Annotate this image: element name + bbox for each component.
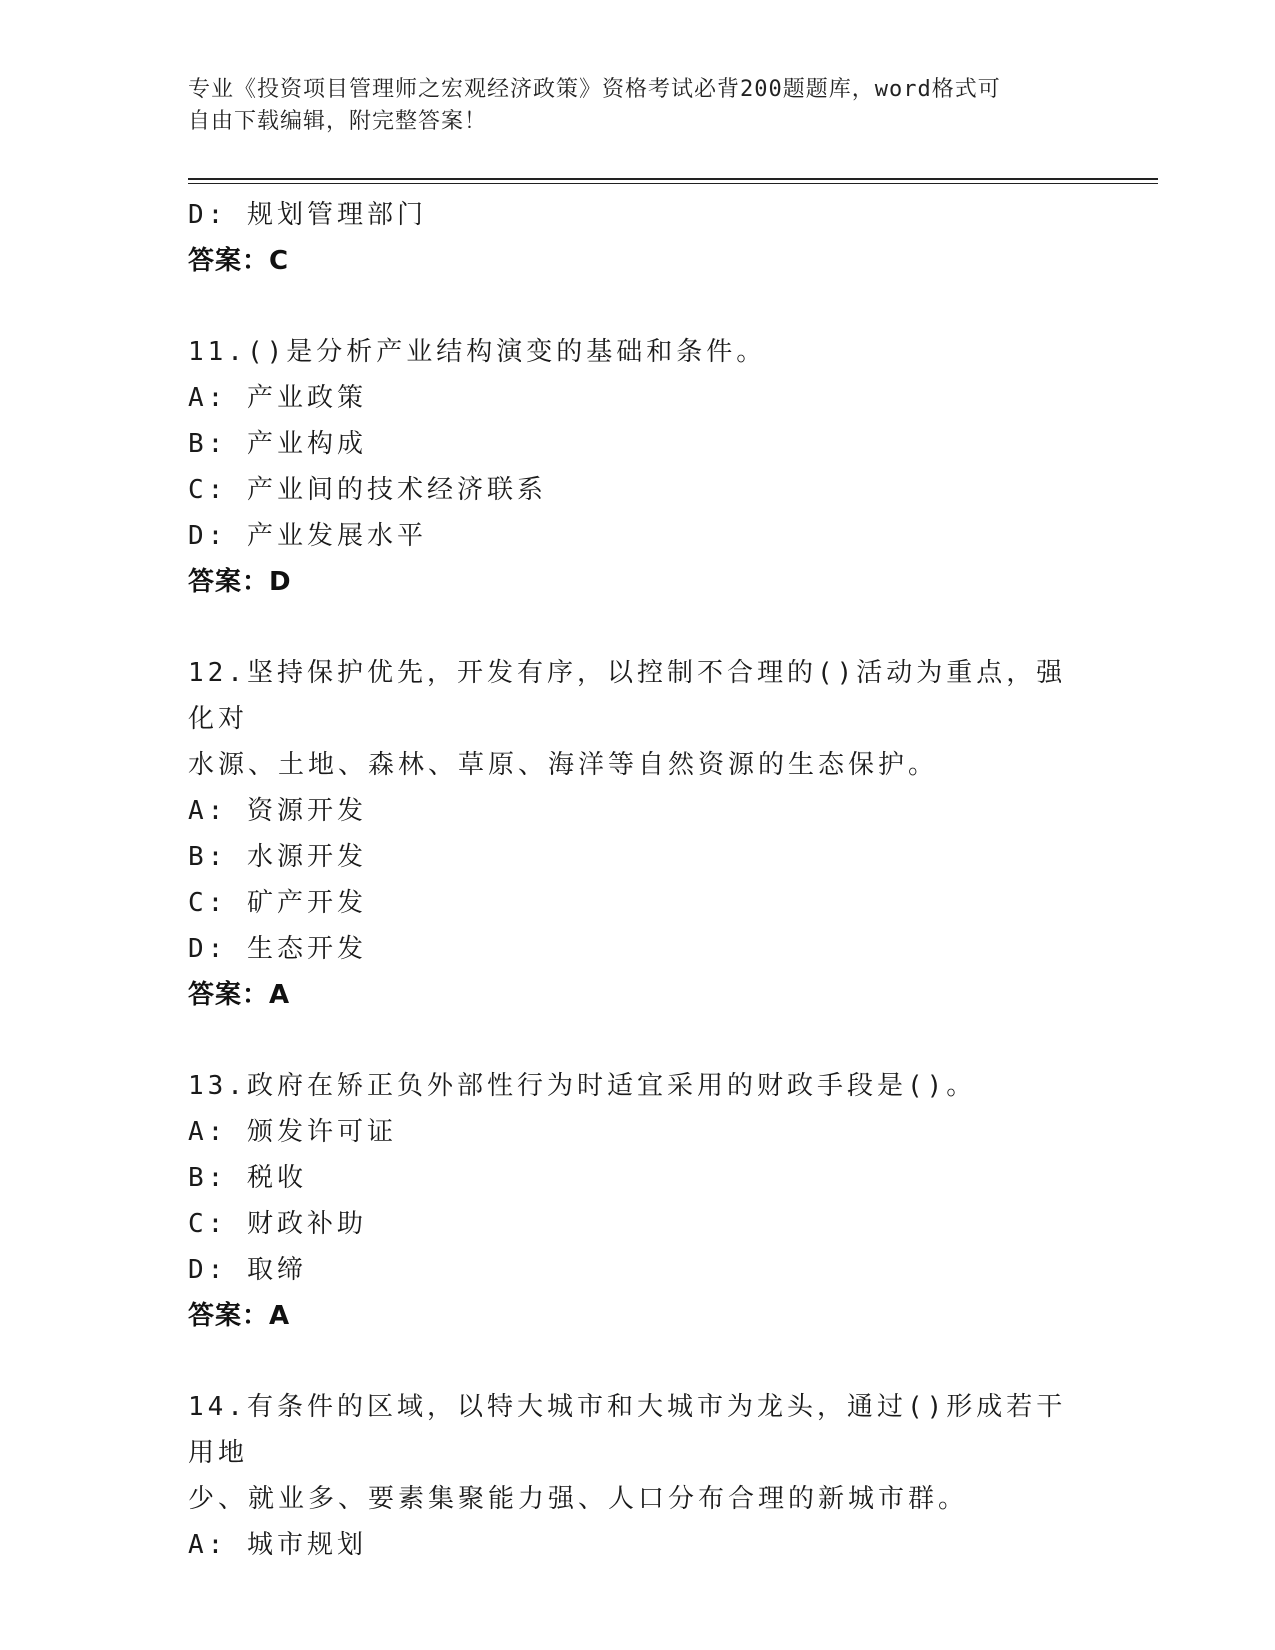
- question-14: [188, 1384, 1088, 1568]
- question-stem-line-2: 少、就业多、要素集聚能力强、人口分布合理的新城市群。: [188, 1484, 969, 1514]
- document-header: [188, 74, 1068, 138]
- answer-line: 答案：A: [188, 980, 291, 1010]
- answer-line: 答案：A: [188, 1301, 291, 1331]
- option-c: C: 产业间的技术经济联系: [188, 475, 547, 505]
- option-a: A: 颁发许可证: [188, 1117, 397, 1147]
- question-stem-line-1: 14.有条件的区域，以特大城市和大城市为龙头，通过()形成若干用地: [188, 1392, 1067, 1468]
- question-11: [188, 329, 1088, 605]
- option-b: B: 产业构成: [188, 429, 367, 459]
- header-rule-thin: [188, 183, 1158, 184]
- option-d: D: 产业发展水平: [188, 521, 427, 551]
- question-stem: 13.政府在矫正负外部性行为时适宜采用的财政手段是()。: [188, 1071, 977, 1101]
- question-content: [188, 192, 1088, 1568]
- question-13: [188, 1063, 1088, 1339]
- option-a: A: 产业政策: [188, 383, 367, 413]
- header-line-2: 自由下载编辑，附完整答案！: [188, 109, 488, 134]
- option-d: D: 生态开发: [188, 934, 367, 964]
- option-c: C: 财政补助: [188, 1209, 367, 1239]
- header-rule-thick: [188, 178, 1158, 180]
- option-a: A: 资源开发: [188, 796, 367, 826]
- question-stem-line-2: 水源、土地、森林、草原、海洋等自然资源的生态保护。: [188, 750, 939, 780]
- answer-line: 答案：D: [188, 567, 292, 597]
- question-12: [188, 650, 1088, 1018]
- question-stem-line-1: 12.坚持保护优先，开发有序，以控制不合理的()活动为重点，强化对: [188, 658, 1067, 734]
- answer-line: 答案：C: [188, 246, 290, 276]
- question-stem: 11.()是分析产业结构演变的基础和条件。: [188, 337, 767, 367]
- header-line-1: 专业《投资项目管理师之宏观经济政策》资格考试必背200题题库，word格式可: [188, 77, 1001, 102]
- option-b: B: 水源开发: [188, 842, 367, 872]
- option-b: B: 税收: [188, 1163, 307, 1193]
- carryover-question: [188, 192, 1088, 284]
- option-c: C: 矿产开发: [188, 888, 367, 918]
- option-d: D: 规划管理部门: [188, 200, 427, 230]
- option-a: A: 城市规划: [188, 1530, 367, 1560]
- option-d: D: 取缔: [188, 1255, 307, 1285]
